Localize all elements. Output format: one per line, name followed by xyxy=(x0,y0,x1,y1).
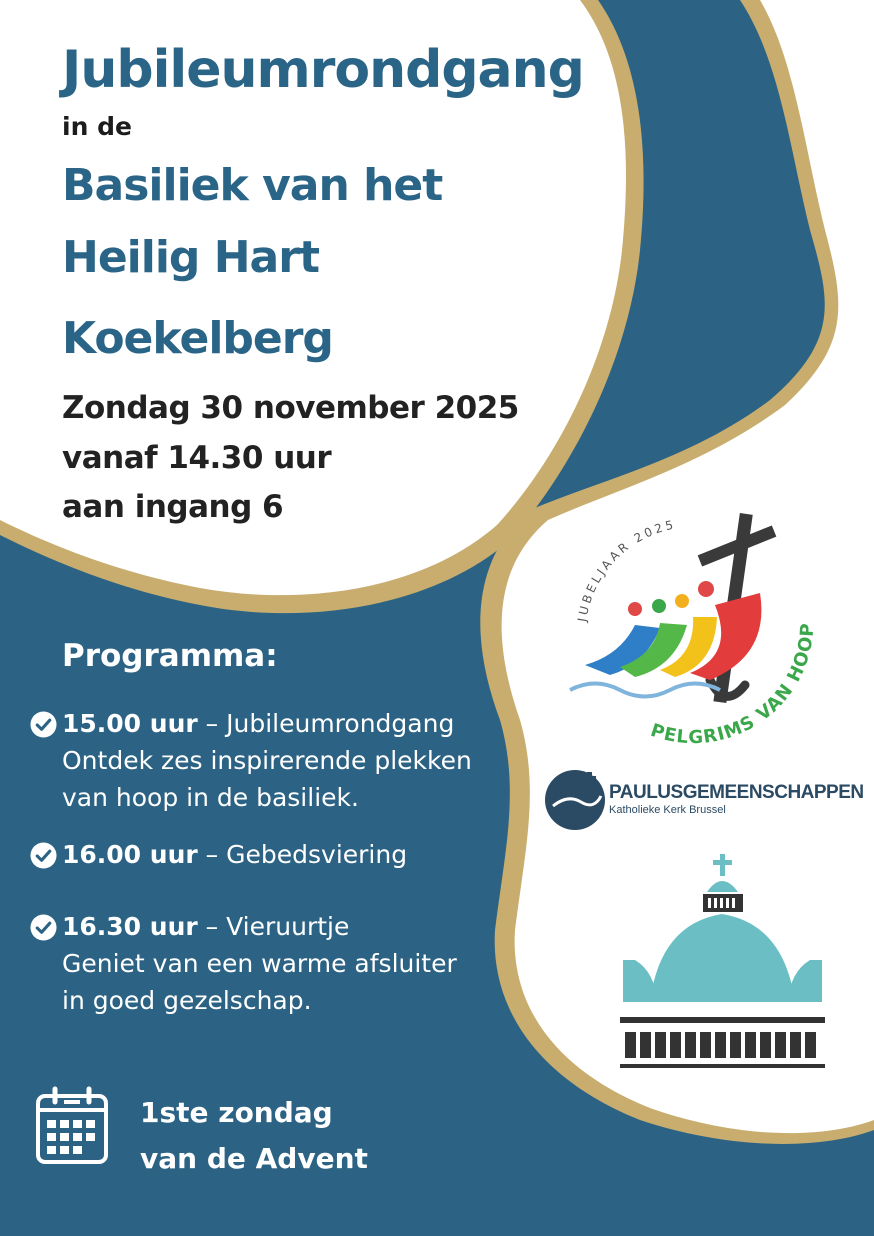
program-item xyxy=(30,908,457,1019)
program-description: Geniet van een warme afsluiter xyxy=(62,949,457,978)
jubilee-arc-bottom-text: PELGRIMS VAN HOOP xyxy=(647,621,819,749)
program-heading: Programma: xyxy=(62,638,278,674)
program-title: Vieruurtje xyxy=(226,912,350,941)
program-separator: – xyxy=(197,912,227,941)
check-circle-icon xyxy=(30,914,57,941)
pilgrim-head xyxy=(628,602,642,616)
event-date: Zondag 30 november 2025 xyxy=(62,390,519,426)
program-time: 15.00 uur xyxy=(62,709,198,738)
program-item xyxy=(30,836,407,873)
location-line-1: Basiliek van het xyxy=(62,160,443,211)
program-description: in goed gezelschap. xyxy=(62,986,312,1015)
title-connector: in de xyxy=(62,112,132,141)
pilgrim-head xyxy=(675,594,689,608)
program-time: 16.00 uur xyxy=(62,840,198,869)
water-wave xyxy=(570,684,720,697)
program-time: 16.30 uur xyxy=(62,912,198,941)
program-separator: – xyxy=(197,840,227,869)
check-circle-icon xyxy=(30,842,57,869)
location-line-2: Heilig Hart xyxy=(62,232,319,283)
paulus-emblem-icon xyxy=(543,766,607,830)
jubilee-arc-top-text: JUBELJAAR 2025 xyxy=(575,517,678,623)
paulus-subtitle: Katholieke Kerk Brussel xyxy=(609,804,726,816)
jubilee-2025-logo xyxy=(565,505,825,765)
advent-note xyxy=(140,1090,368,1182)
calendar-icon xyxy=(35,1086,109,1166)
program-separator: – xyxy=(197,709,227,738)
paulus-name: PAULUSGEMEENSCHAPPEN xyxy=(609,782,864,803)
basilica-icon xyxy=(615,852,830,1074)
check-circle-icon xyxy=(30,711,57,738)
program-title: Jubileumrondgang xyxy=(226,709,455,738)
pilgrim-head xyxy=(698,581,714,597)
event-place: aan ingang 6 xyxy=(62,489,284,525)
event-time: vanaf 14.30 uur xyxy=(62,440,332,476)
advent-line-1: 1ste zondag xyxy=(140,1096,333,1129)
location-line-3: Koekelberg xyxy=(62,313,333,364)
program-description: van hoop in de basiliek. xyxy=(62,783,359,812)
program-title: Gebedsviering xyxy=(226,840,408,869)
pilgrim-head xyxy=(652,599,666,613)
advent-line-2: van de Advent xyxy=(140,1142,368,1175)
program-description: Ontdek zes inspirerende plekken xyxy=(62,746,472,775)
program-item xyxy=(30,705,472,816)
paulus-logo xyxy=(543,766,864,834)
page-title: Jubileumrondgang xyxy=(62,40,584,100)
